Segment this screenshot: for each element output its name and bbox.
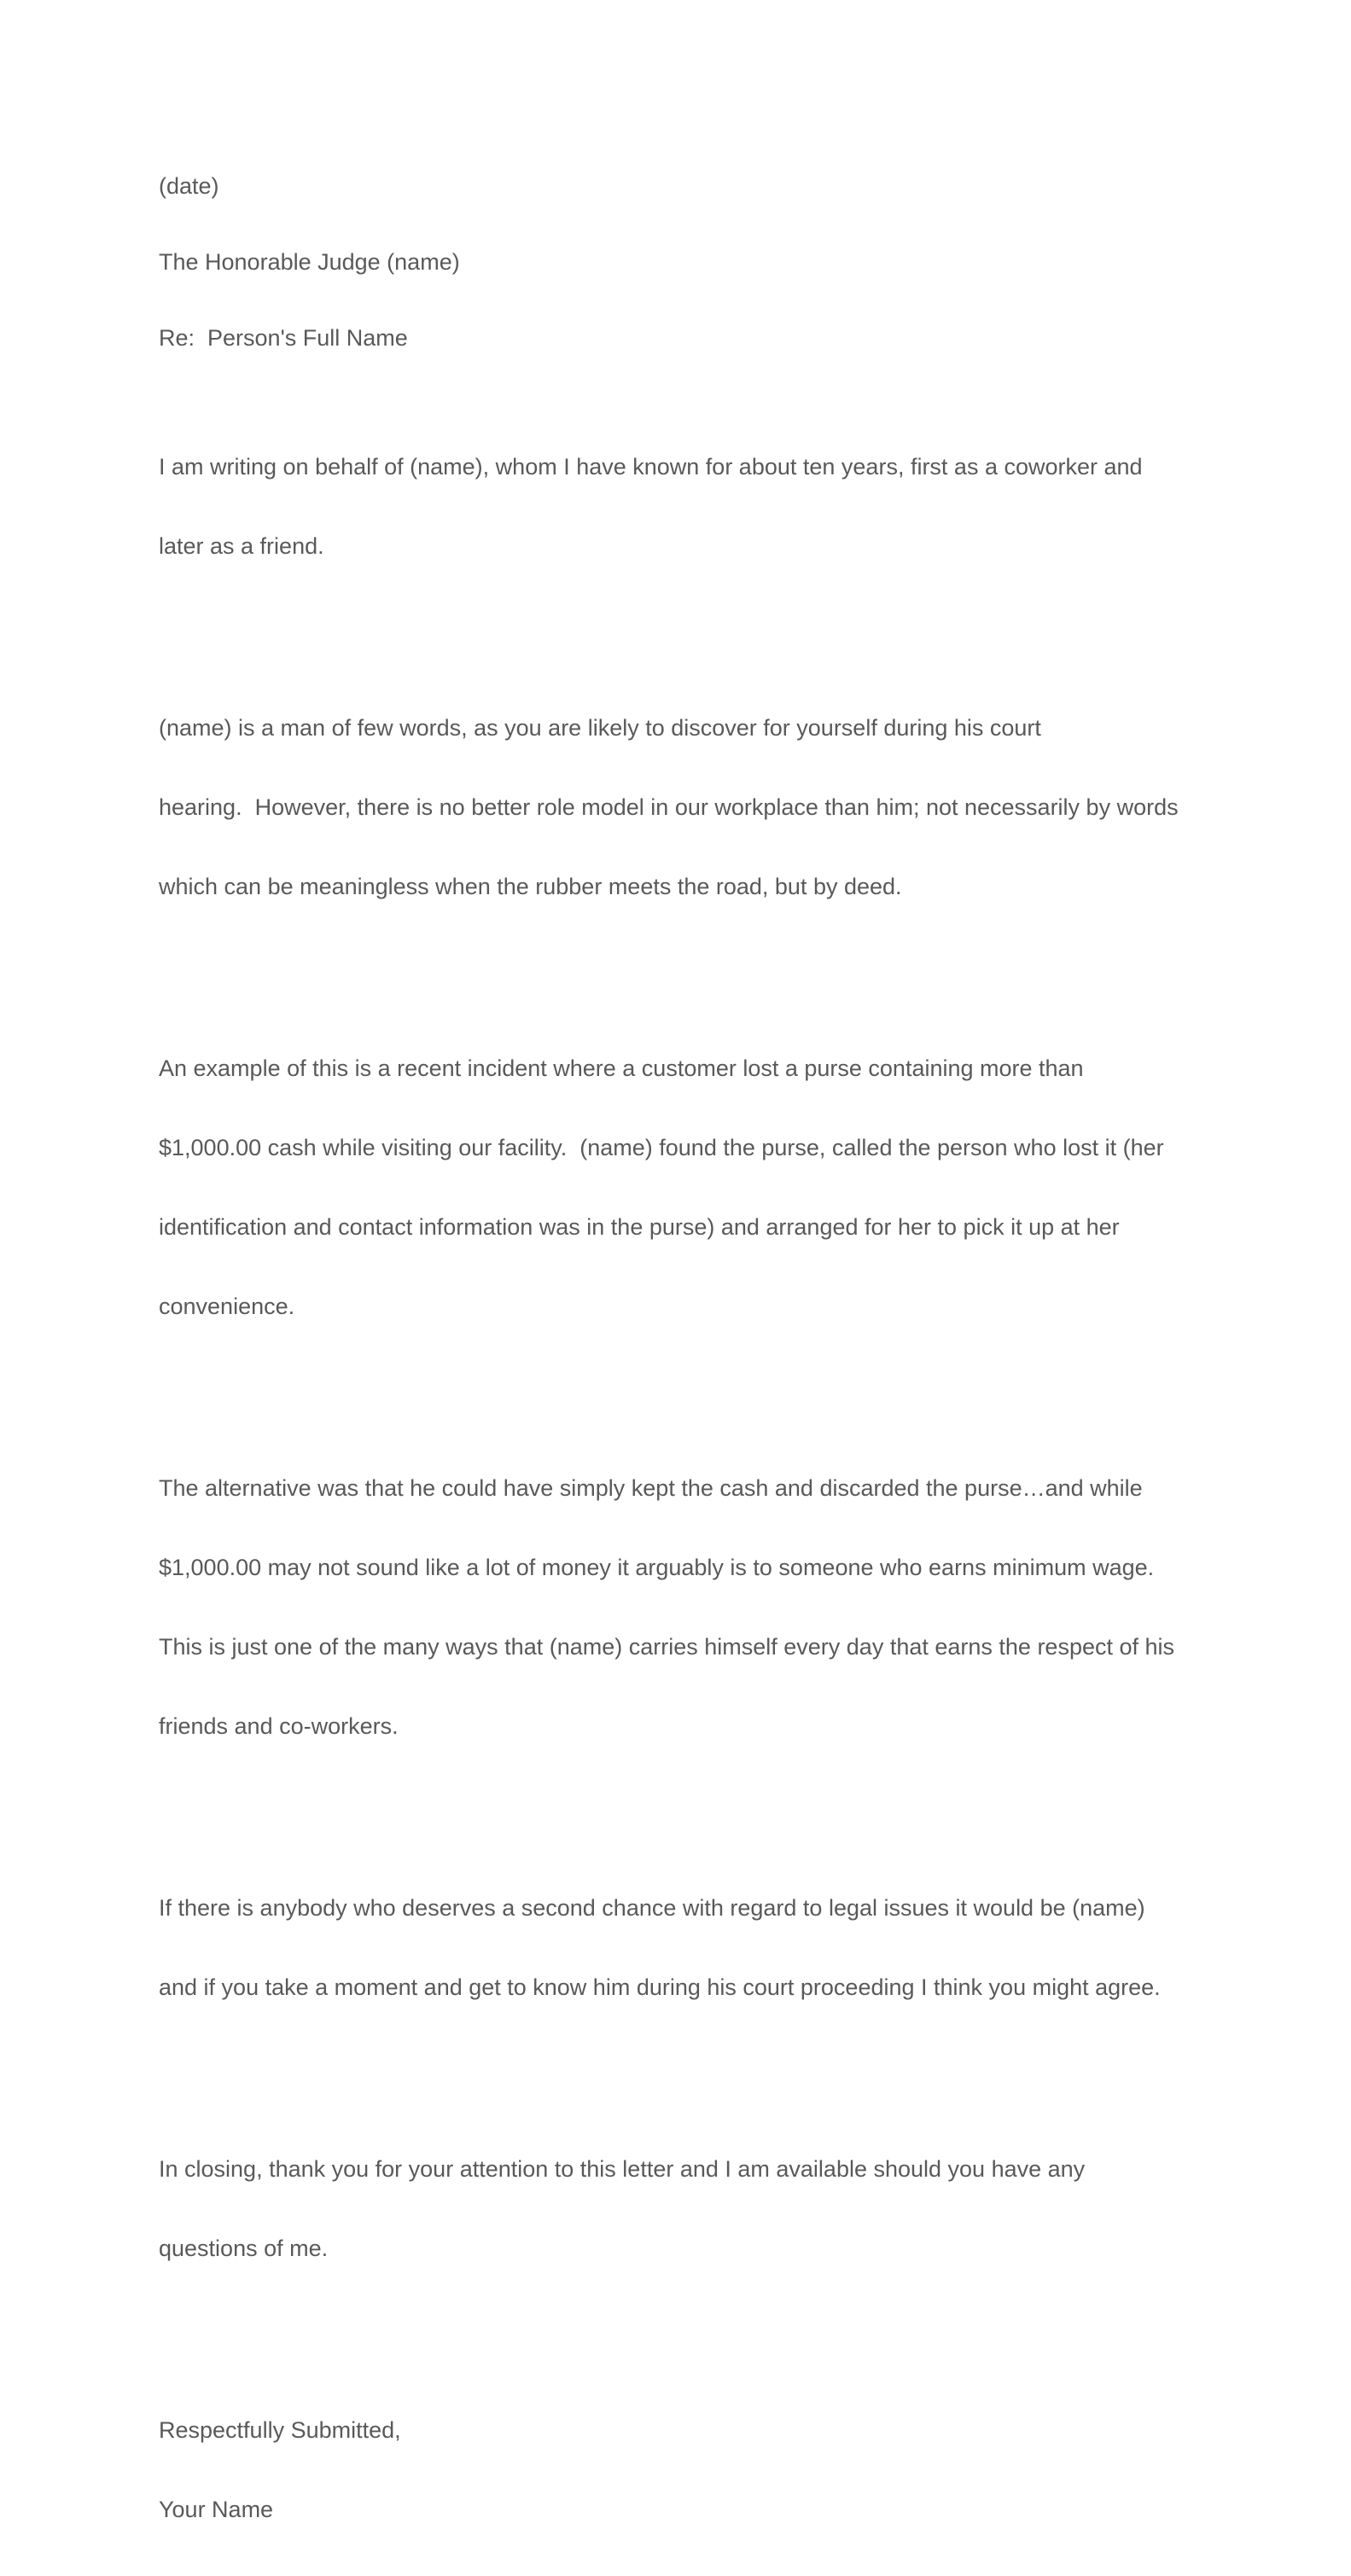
paragraph-line: (name) is a man of few words, as you are likely to discover for yourself during his court xyxy=(159,715,1041,741)
paragraph-line: $1,000.00 cash while visiting our facility. (name) found the purse, called the person who lost it (her xyxy=(159,1135,1164,1160)
paragraph-introduction xyxy=(159,401,1208,613)
letter-recipient: The Honorable Judge (name) xyxy=(159,249,460,275)
letter-body xyxy=(159,173,1208,2576)
paragraph-line: hearing. However, there is no better role model in our workplace than him; not necessarily by words xyxy=(159,794,1179,820)
paragraph-line: which can be meaningless when the rubber meets the road, but by deed. xyxy=(159,874,902,899)
paragraph-line: identification and contact information was in the purse) and arranged for her to pick it up at her xyxy=(159,1214,1120,1240)
signature-name: Your Name xyxy=(159,2497,274,2522)
paragraph-line: $1,000.00 may not sound like a lot of money it arguably is to someone who earns minimum wage. xyxy=(159,1555,1155,1580)
signature-block xyxy=(159,2364,1208,2576)
paragraph-line: The alternative was that he could have simply kept the cash and discarded the purse…and while xyxy=(159,1475,1143,1501)
paragraph-line: I am writing on behalf of (name), whom I have known for about ten years, first as a coworker and xyxy=(159,454,1143,480)
closing-salutation: Respectfully Submitted, xyxy=(159,2417,401,2443)
paragraph-line: and if you take a moment and get to know him during his court proceeding I think you might agree. xyxy=(159,1974,1161,2000)
letter-subject: Re: Person's Full Name xyxy=(159,325,408,351)
paragraph-line: later as a friend. xyxy=(159,533,324,559)
letter-date: (date) xyxy=(159,173,219,199)
paragraph-line: An example of this is a recent incident where a customer lost a purse containing more than xyxy=(159,1055,1084,1081)
paragraph-example xyxy=(159,1003,1208,1373)
paragraph-line: friends and co-workers. xyxy=(159,1713,399,1739)
paragraph-line: convenience. xyxy=(159,1294,295,1319)
paragraph-line: If there is anybody who deserves a second chance with regard to legal issues it would be (name) xyxy=(159,1895,1145,1921)
paragraph-line: questions of me. xyxy=(159,2236,329,2261)
paragraph-character xyxy=(159,662,1208,953)
paragraph-line: This is just one of the many ways that (name) carries himself every day that earns the respect of his xyxy=(159,1634,1175,1660)
paragraph-alternative xyxy=(159,1422,1208,1793)
paragraph-closing xyxy=(159,2103,1208,2315)
paragraph-line: In closing, thank you for your attention to this letter and I am available should you have any xyxy=(159,2156,1086,2182)
paragraph-second-chance xyxy=(159,1842,1208,2054)
